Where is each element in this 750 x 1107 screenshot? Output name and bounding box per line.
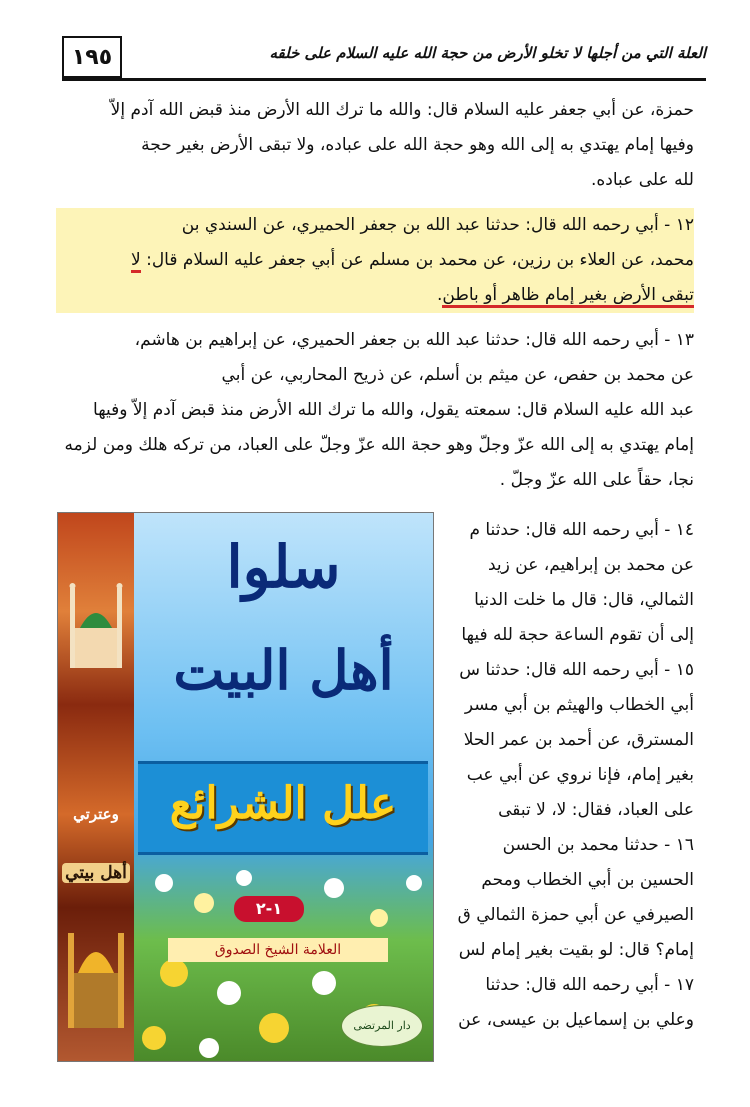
book-cover-image <box>57 512 434 1062</box>
text-line: الحسين بن أبي الخطاب ومحم <box>481 870 694 890</box>
text-line: المسترق، عن أحمد بن عمر الحلا <box>463 730 694 750</box>
text-line: حمزة، عن أبي جعفر عليه السلام قال: والله ما ترك الله الأرض منذ قبض الله آدم إلاّ <box>110 100 694 120</box>
text-line: لله على عباده. <box>590 170 694 190</box>
cover-author: العلامة الشيخ الصدوق <box>168 938 388 962</box>
cover-subtitle: علل الشرائع <box>169 778 397 829</box>
text-line: ١٥ - أبي رحمه الله قال: حدثنا س <box>459 660 694 680</box>
text-line: وعلي بن إسماعيل بن عيسى، عن <box>458 1010 694 1030</box>
publisher-logo: دار المرتضى <box>341 1005 423 1047</box>
subtitle-band <box>138 761 428 855</box>
text-line: إلى أن تقوم الساعة حجة لله فيها <box>461 625 694 645</box>
running-title: العلة التي من أجلها لا تخلو الأرض من حجة الله عليه السلام على خلقه <box>269 44 706 62</box>
text-line: وفيها إمام يهتدي به إلى الله وهو حجة الله على عباده، ولا تبقى الأرض بغير حجة <box>141 135 694 155</box>
text-line: ١٦ - حدثنا محمد بن الحسن <box>502 835 694 855</box>
cover-title-line-1: سلوا <box>226 533 341 601</box>
underlined-text: لا <box>131 250 141 273</box>
golden-dome-icon <box>66 913 126 1033</box>
hadith-12-highlighted <box>56 208 694 313</box>
text-line: نجا، حقاً على الله عزّ وجلّ . <box>499 470 694 490</box>
text-line <box>56 278 694 313</box>
cover-title-line-2: أهل البيت <box>173 638 394 702</box>
mosque-icon <box>66 573 126 673</box>
spine-text-2: أهل بيتي <box>62 863 130 883</box>
text-line <box>56 243 694 278</box>
text-line: ١٧ - أبي رحمه الله قال: حدثنا <box>485 975 694 995</box>
text-line: بغير إمام، فإنا نروي عن أبي عب <box>466 765 694 785</box>
text-line: عن محمد بن حفص، عن ميثم بن أسلم، عن ذريح المحاربي، عن أبي <box>221 365 694 385</box>
text-line: أبي الخطاب والهيثم بن أبي مسر <box>464 695 694 715</box>
text-line: ١٣ - أبي رحمه الله قال: حدثنا عبد الله بن جعفر الحميري، عن إبراهيم بن هاشم، <box>134 330 694 350</box>
page-number: ١٩٥ <box>62 36 122 78</box>
text-line: الثمالي، قال: قال ما خلت الدنيا <box>474 590 694 610</box>
hadith-13 <box>56 323 694 498</box>
spine-text: وعترتي <box>73 805 119 823</box>
text-line: عبد الله عليه السلام قال: سمعته يقول، والله ما ترك الله الأرض منذ قبض آدم إلاّ وفيها <box>93 400 694 420</box>
text-line: عن محمد بن إبراهيم، عن زيد <box>487 555 694 575</box>
volume-badge: ١-٢ <box>234 896 304 922</box>
text-line: إمام يهتدي به إلى الله عزّ وجلّ وهو حجة الله عزّ وجلّ على العباد، من تركه هلك ومن لزمه <box>64 435 694 455</box>
text-line: الصيرفي عن أبي حمزة الثمالي ق <box>457 905 694 925</box>
paragraph-hadith-11-end <box>56 93 694 198</box>
text-line: ١٤ - أبي رحمه الله قال: حدثنا م <box>469 520 694 540</box>
text-run: محمد، عن العلاء بن رزين، عن محمد بن مسلم عن أبي جعفر عليه السلام قال: <box>140 250 694 270</box>
text-run: . <box>437 285 443 305</box>
text-line: إمام؟ قال: لو بقيت بغير إمام لس <box>458 940 694 960</box>
text-line: ١٢ - أبي رحمه الله قال: حدثنا عبد الله بن جعفر الحميري، عن السندي بن <box>181 215 694 235</box>
page-header <box>62 36 706 81</box>
underlined-text: تبقى الأرض بغير إمام ظاهر أو باطن <box>442 285 694 308</box>
book-spine <box>58 513 134 1061</box>
text-line: على العباد، فقال: لا، لا تبقى <box>498 800 694 820</box>
side-column-text <box>434 513 694 1038</box>
book-front-cover <box>134 513 433 1061</box>
